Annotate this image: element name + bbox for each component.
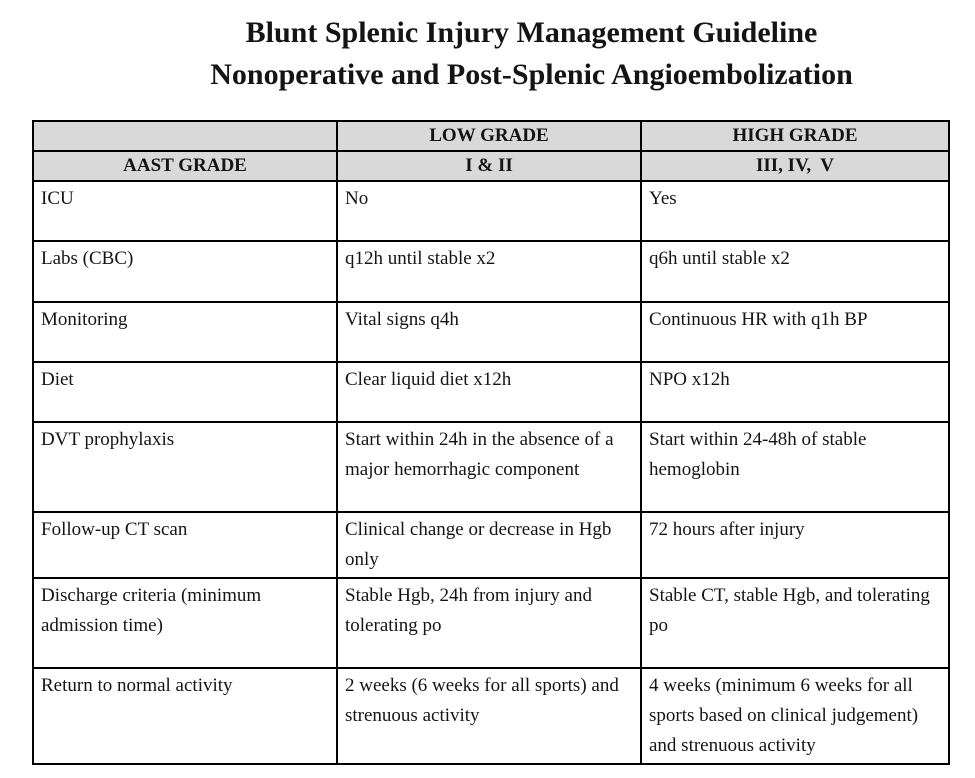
high-grade-cell: Start within 24-48h of stable hemoglobin (641, 422, 949, 512)
table-row-return-to-activity (33, 668, 949, 764)
row-label-cell: ICU (33, 181, 337, 241)
header-aast-grade: AAST GRADE (33, 151, 337, 181)
document-title-line-1: Blunt Splenic Injury Management Guideline (245, 16, 818, 49)
low-grade-cell: Vital signs q4h (337, 302, 641, 362)
low-grade-cell: 2 weeks (6 weeks for all sports) and strenuous activity (337, 668, 641, 764)
low-grade-cell: Start within 24h in the absence of a major hemorrhagic component (337, 422, 641, 512)
high-grade-cell: Continuous HR with q1h BP (641, 302, 949, 362)
row-label-cell: Follow-up CT scan (33, 512, 337, 578)
table-row-discharge-criteria (33, 578, 949, 668)
high-grade-cell: Yes (641, 181, 949, 241)
low-grade-cell: Clear liquid diet x12h (337, 362, 641, 422)
low-grade-cell: Stable Hgb, 24h from injury and tolerating po (337, 578, 641, 668)
row-label-cell: Return to normal activity (33, 668, 337, 764)
guideline-table (32, 120, 950, 765)
low-grade-cell: q12h until stable x2 (337, 241, 641, 302)
row-label-cell: Discharge criteria (minimum admission time) (33, 578, 337, 668)
row-label-cell: DVT prophylaxis (33, 422, 337, 512)
document-title-line-2: Nonoperative and Post-Splenic Angioembolization (210, 58, 853, 91)
low-grade-cell: Clinical change or decrease in Hgb only (337, 512, 641, 578)
low-grade-cell: No (337, 181, 641, 241)
row-label-cell: Monitoring (33, 302, 337, 362)
high-grade-cell: 4 weeks (minimum 6 weeks for all sports based on clinical judgement) and strenuous activity (641, 668, 949, 764)
grade-header-row (33, 121, 949, 151)
header-high-grade: HIGH GRADE (641, 121, 949, 151)
document-title (0, 0, 975, 96)
row-label-cell: Labs (CBC) (33, 241, 337, 302)
header-grade-3-4-5: III, IV, V (641, 151, 949, 181)
high-grade-cell: 72 hours after injury (641, 512, 949, 578)
table-row-labs (33, 241, 949, 302)
table-row-monitoring (33, 302, 949, 362)
high-grade-cell: q6h until stable x2 (641, 241, 949, 302)
header-low-grade: LOW GRADE (337, 121, 641, 151)
aast-grade-header-row (33, 151, 949, 181)
high-grade-cell: Stable CT, stable Hgb, and tolerating po (641, 578, 949, 668)
table-row-dvt-prophylaxis (33, 422, 949, 512)
table-row-icu (33, 181, 949, 241)
header-empty-cell (33, 121, 337, 151)
row-label-cell: Diet (33, 362, 337, 422)
high-grade-cell: NPO x12h (641, 362, 949, 422)
table-row-diet (33, 362, 949, 422)
table-row-follow-up-ct (33, 512, 949, 578)
header-grade-1-2: I & II (337, 151, 641, 181)
